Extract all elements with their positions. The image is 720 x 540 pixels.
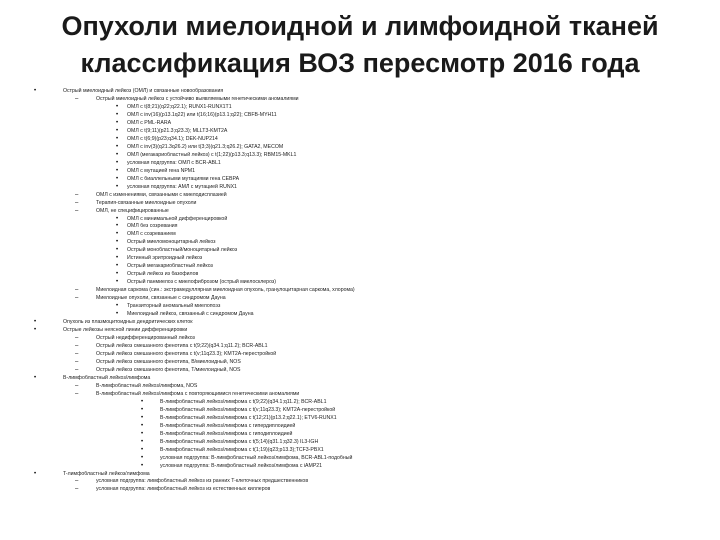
outline-item-level-1 xyxy=(30,367,710,375)
outline-item-text: ОМЛ с t(9;11)(p21.3;q23.3); MLLT3-KMT2A xyxy=(127,127,228,134)
outline-item-text: ОМЛ с изменениями, связанными с миелодисплазией xyxy=(96,191,227,198)
outline-item-text: Острый миелоидный лейкоз (ОМЛ) и связанные новообразования xyxy=(63,88,224,94)
round-bullet: • xyxy=(116,167,119,174)
outline-item-level-2 xyxy=(30,144,710,152)
dash-bullet: – xyxy=(75,287,79,294)
outline-item-text: B-лимфобластный лейкоз/лимфома с гиподиплоидией xyxy=(160,430,293,437)
outline-item-level-1 xyxy=(30,335,710,343)
slide-title xyxy=(0,8,720,82)
dash-bullet: – xyxy=(75,199,79,206)
outline-item-text: Острый монобластный/моноцитарный лейкоз xyxy=(127,247,238,254)
outline-item-level-2 xyxy=(30,216,710,224)
outline-item-text: B-лимфобластный лейкоз/лимфома с повторяющимися генетическими аномалиями xyxy=(96,390,300,397)
outline-item-level-3 xyxy=(30,407,710,415)
round-bullet: • xyxy=(116,215,119,222)
round-bullet: • xyxy=(34,374,37,381)
outline-item-level-1 xyxy=(30,208,710,216)
outline-item-text: Миелоидные опухоли, связанные с синдромом Дауна xyxy=(96,295,226,302)
dash-bullet: – xyxy=(75,335,79,342)
outline-item-text: B-лимфобластный лейкоз/лимфома с t(1;19)(q23;p13.3);TCF3-PBX1 xyxy=(160,446,324,453)
dash-bullet: – xyxy=(75,358,79,365)
round-bullet: • xyxy=(116,239,119,246)
round-bullet: • xyxy=(141,398,144,405)
round-bullet: • xyxy=(34,88,37,94)
outline-item-level-2 xyxy=(30,231,710,239)
outline-item-text: условная подгруппа: ОМЛ с BCR-ABL1 xyxy=(127,159,221,166)
outline-item-level-1 xyxy=(30,200,710,208)
outline-item-level-3 xyxy=(30,455,710,463)
outline-item-level-0 xyxy=(30,375,710,383)
outline-item-text: ОМЛ с t(6;9)(p23;q34.1); DEK-NUP214 xyxy=(127,135,218,142)
outline-item-level-1 xyxy=(30,359,710,367)
outline-item-level-1 xyxy=(30,287,710,295)
outline-item-level-3 xyxy=(30,415,710,423)
outline-item-level-3 xyxy=(30,431,710,439)
round-bullet: • xyxy=(116,255,119,262)
round-bullet: • xyxy=(116,271,119,278)
slide-title-line-1: Опухоли миелоидной и лимфоидной тканей xyxy=(61,11,659,41)
round-bullet: • xyxy=(116,263,119,270)
dash-bullet: – xyxy=(75,95,79,102)
round-bullet: • xyxy=(116,183,119,190)
dash-bullet: – xyxy=(75,390,79,397)
outline-item-level-1 xyxy=(30,383,710,391)
outline-item-level-2 xyxy=(30,168,710,176)
outline-item-text: условная подгруппа: АМЛ с мутацией RUNX1 xyxy=(127,183,237,190)
slide-title-line-2: классификация ВОЗ пересмотр 2016 года xyxy=(80,48,640,78)
round-bullet: • xyxy=(141,462,144,469)
round-bullet: • xyxy=(116,247,119,254)
outline-item-text: Истинный эритроидный лейкоз xyxy=(127,255,203,262)
outline-item-level-2 xyxy=(30,279,710,287)
outline-item-text: Терапия-связанные миелоидные опухоли xyxy=(96,199,197,206)
outline-item-text: T-лимфобластный лейкоз/лимфома xyxy=(63,470,150,477)
outline-item-level-2 xyxy=(30,311,710,319)
round-bullet: • xyxy=(116,279,119,286)
outline-item-level-1 xyxy=(30,192,710,200)
outline-item-level-1 xyxy=(30,351,710,359)
outline-item-text: B-лимфобластный лейкоз/лимфома с t(12;21)(p13.2;q22.1); ETV6-RUNX1 xyxy=(160,414,337,421)
outline-item-level-0 xyxy=(30,319,710,327)
outline-item-text: B-лимфобластный лейкоз/лимфома, NOS xyxy=(96,382,198,389)
round-bullet: • xyxy=(116,311,119,318)
outline-item-text: ОМЛ (мегакариобластный лейкоз) с t(1;22)(p13.3;q13.3); RBM15-MKL1 xyxy=(127,151,297,158)
outline-item-text: ОМЛ без созревания xyxy=(127,223,178,230)
outline-item-text: ОМЛ с inv(3)(q21.3q26.2) или t(3;3)(q21.3;q26.2); GATA2, MECOM xyxy=(127,143,284,150)
outline-item-level-1 xyxy=(30,486,710,494)
round-bullet: • xyxy=(141,446,144,453)
outline-item-level-1 xyxy=(30,391,710,399)
outline-item-level-2 xyxy=(30,160,710,168)
outline-item-text: Острый лейкоз из базофилов xyxy=(127,271,199,278)
dash-bullet: – xyxy=(75,191,79,198)
outline-item-level-1 xyxy=(30,96,710,104)
outline-item-text: ОМЛ с мутацией гена NPM1 xyxy=(127,167,196,174)
round-bullet: • xyxy=(116,223,119,230)
round-bullet: • xyxy=(116,127,119,134)
round-bullet: • xyxy=(34,327,37,334)
outline-item-text: Острый панмиелоз с миелофиброзом (острый миелосклероз) xyxy=(127,279,277,286)
outline-item-text: ОМЛ с PML-RARA xyxy=(127,119,172,126)
round-bullet: • xyxy=(141,414,144,421)
outline-item-level-2 xyxy=(30,152,710,160)
round-bullet: • xyxy=(116,231,119,238)
round-bullet: • xyxy=(141,438,144,445)
outline-item-level-2 xyxy=(30,255,710,263)
outline-item-level-2 xyxy=(30,239,710,247)
round-bullet: • xyxy=(116,119,119,126)
outline-item-level-2 xyxy=(30,136,710,144)
outline-item-text: B-лимфобластный лейкоз/лимфома с гипердиплоидией xyxy=(160,422,296,429)
outline-item-level-2 xyxy=(30,263,710,271)
outline-item-level-2 xyxy=(30,104,710,112)
outline-item-text: Миелоидная саркома (син.: экстрамедуллярная миелоидная опухоль, гранулоцитарная саркома, хлорома) xyxy=(96,287,355,294)
outline-item-text: B-лимфобластный лейкоз/лимфома с t(9;22)(q34.1;q11.2); BCR-ABL1 xyxy=(160,398,327,405)
round-bullet: • xyxy=(116,103,119,110)
round-bullet: • xyxy=(116,135,119,142)
outline-item-text: Острый лейкоз смешанного фенотипа, B/миелоидный, NOS xyxy=(96,358,241,365)
outline-item-text: Транзиторный аномальный миелопоэз xyxy=(127,303,221,310)
outline-item-level-0 xyxy=(30,88,710,96)
dash-bullet: – xyxy=(75,382,79,389)
round-bullet: • xyxy=(141,406,144,413)
outline-item-level-3 xyxy=(30,447,710,455)
outline-item-text: ОМЛ с минимальной дифференцировкой xyxy=(127,215,228,222)
outline-item-text: ОМЛ с биаллельными мутациями гена CEBPA xyxy=(127,175,240,182)
dash-bullet: – xyxy=(75,343,79,349)
outline-item-text: ОМЛ с inv(16)(p13.1q22) или t(16;16)(p13.1;q22); CBFB-MYH11 xyxy=(127,111,277,118)
outline-item-level-2 xyxy=(30,223,710,231)
round-bullet: • xyxy=(141,454,144,461)
outline-item-text: Острый миеломоноцитарный лейкоз xyxy=(127,239,216,246)
outline-item-level-2 xyxy=(30,303,710,311)
outline-item-level-0 xyxy=(30,327,710,335)
outline-item-text: B-лимфобластный лейкоз/лимфома xyxy=(63,374,151,381)
outline-item-level-2 xyxy=(30,128,710,136)
round-bullet: • xyxy=(116,151,119,158)
round-bullet: • xyxy=(141,422,144,429)
outline-item-text: B-лимфобластный лейкоз/лимфома с t(5;14)(q31.1;q32.3) IL3-IGH xyxy=(160,438,319,445)
outline-item-level-3 xyxy=(30,399,710,407)
round-bullet: • xyxy=(116,143,119,150)
outline-item-text: Острый миелоидный лейкоз с устойчиво выявляемыми генетическими аномалиями xyxy=(96,95,299,102)
outline-item-text: B-лимфобластный лейкоз/лимфома с t(v;11q23.3); KMT2A-перестройкой xyxy=(160,406,336,413)
outline-item-text: условная подгруппа: B-лимфобластный лейкоз/лимфома с iAMP21 xyxy=(160,462,323,469)
outline-item-level-1 xyxy=(30,343,710,351)
outline-item-text: Острый мегакариобластный лейкоз xyxy=(127,263,213,270)
outline-item-text: ОМЛ с созреванием xyxy=(127,231,176,238)
outline-item-level-2 xyxy=(30,112,710,120)
outline-item-text: Опухоль из плазмоцитоидных дендритических клеток xyxy=(63,319,193,326)
round-bullet: • xyxy=(116,111,119,118)
outline-item-text: условная подгруппа: лимфобластный лейкоз из естественных киллеров xyxy=(96,486,271,493)
round-bullet: • xyxy=(34,319,37,326)
outline-item-text: ОМЛ с t(8;21)(q22;q22.1); RUNX1-RUNX1T1 xyxy=(127,103,232,110)
dash-bullet: – xyxy=(75,366,79,373)
outline-item-level-3 xyxy=(30,439,710,447)
outline-item-level-2 xyxy=(30,271,710,279)
outline-item-text: Острый недифференцированный лейкоз xyxy=(96,335,195,342)
round-bullet: • xyxy=(141,430,144,437)
outline-item-level-2 xyxy=(30,184,710,192)
outline-item-text: ОМЛ, не специфицированные xyxy=(96,207,169,214)
outline-item-level-3 xyxy=(30,423,710,431)
dash-bullet: – xyxy=(75,295,79,302)
outline-item-text: Острый лейкоз смешанного фенотипа с t(9;22)(q34.1;q11.2); BCR-ABL1 xyxy=(96,343,268,349)
outline-item-level-1 xyxy=(30,478,710,486)
outline-item-level-2 xyxy=(30,176,710,184)
outline-item-text: условная подгруппа: лимфобластный лейкоз из ранних T-клеточных предшественников xyxy=(96,478,309,485)
round-bullet: • xyxy=(116,175,119,182)
outline-item-level-0 xyxy=(30,471,710,479)
outline-item-text: Острый лейкоз смешанного фенотипа с t(v;11q23.3); KMT2A-перестройкой xyxy=(96,350,277,357)
dash-bullet: – xyxy=(75,350,79,357)
classification-outline xyxy=(30,88,710,494)
outline-item-level-1 xyxy=(30,295,710,303)
outline-item-level-3 xyxy=(30,463,710,471)
round-bullet: • xyxy=(34,470,37,477)
outline-item-level-2 xyxy=(30,120,710,128)
dash-bullet: – xyxy=(75,486,79,493)
round-bullet: • xyxy=(116,159,119,166)
outline-item-text: условная подгруппа: B-лимфобластный лейкоз/лимфома, BCR-ABL1-подобный xyxy=(160,454,353,461)
round-bullet: • xyxy=(116,303,119,310)
outline-item-text: Миелоидный лейкоз, связанный с синдромом Дауна xyxy=(127,311,254,318)
dash-bullet: – xyxy=(75,478,79,485)
outline-item-text: Острые лейкозы неясной линии дифференцировки xyxy=(63,327,188,334)
dash-bullet: – xyxy=(75,207,79,214)
outline-item-level-2 xyxy=(30,247,710,255)
outline-item-text: Острый лейкоз смешанного фенотипа, T/миелоидный, NOS xyxy=(96,366,241,373)
